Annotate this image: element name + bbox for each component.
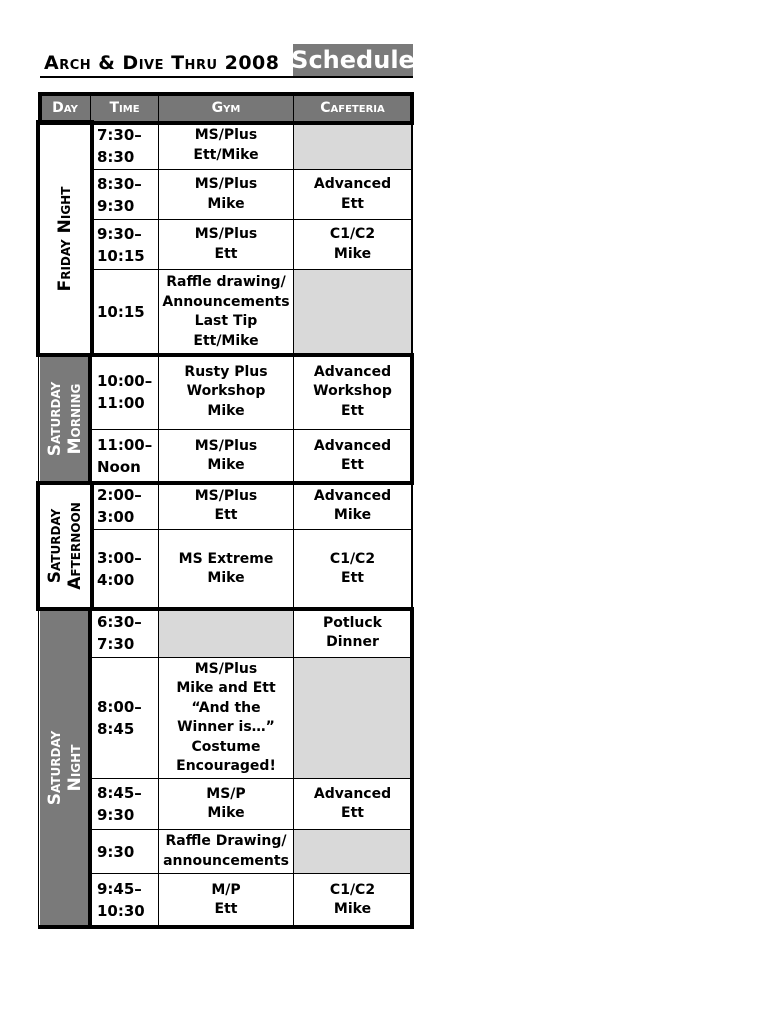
- row-3-cafeteria: C1/C2 Mike: [293, 220, 411, 270]
- header-gym: Gym: [158, 95, 293, 122]
- row-12-gym: Raffle Drawing/ announcements: [158, 830, 293, 874]
- day-cell-saturday-afternoon: [40, 483, 90, 609]
- row-10-gym: MS/Plus Mike and Ett “And the Winner is…” Costume Encouraged!: [158, 658, 293, 779]
- row-3-gym: MS/Plus Ett: [158, 220, 293, 270]
- table-right-border: [411, 122, 413, 928]
- header-day: Day: [40, 95, 90, 122]
- table-bottom-border: [38, 925, 414, 929]
- header-cafeteria: Cafeteria: [293, 95, 411, 122]
- day-label-saturday-night: Saturday Night: [45, 730, 85, 805]
- table-left-border: [38, 122, 39, 928]
- row-11-gym: MS/P Mike: [158, 779, 293, 830]
- row-8-gym: MS Extreme Mike: [158, 530, 293, 609]
- row-5-time: 10:00– 11:00: [90, 355, 158, 430]
- row-10-time: 8:00– 8:45: [90, 658, 158, 779]
- row-2-gym: MS/Plus Mike: [158, 170, 293, 220]
- day-cell-saturday-morning: [40, 355, 90, 483]
- row-3-time: 9:30– 10:15: [90, 220, 158, 270]
- row-13-cafeteria: C1/C2 Mike: [293, 874, 411, 926]
- row-6-gym: MS/Plus Mike: [158, 430, 293, 483]
- row-12-cafeteria: [293, 830, 411, 874]
- row-1-time: 7:30– 8:30: [90, 122, 158, 170]
- row-1-cafeteria: [293, 122, 411, 170]
- row-5-cafeteria: Advanced Workshop Ett: [293, 355, 411, 430]
- row-4-time: 10:15: [90, 270, 158, 355]
- row-8-time: 3:00– 4:00: [90, 530, 158, 609]
- row-1-gym: MS/Plus Ett/Mike: [158, 122, 293, 170]
- day-label-saturday-afternoon: Saturday Afternoon: [45, 502, 85, 590]
- row-13-time: 9:45– 10:30: [90, 874, 158, 926]
- row-7-time: 2:00– 3:00: [90, 483, 158, 530]
- day-label-friday-night: Friday Night: [55, 186, 75, 291]
- row-11-cafeteria: Advanced Ett: [293, 779, 411, 830]
- row-2-cafeteria: Advanced Ett: [293, 170, 411, 220]
- row-13-gym: M/P Ett: [158, 874, 293, 926]
- day-label-saturday-morning: Saturday Morning: [45, 381, 85, 457]
- row-5-gym: Rusty Plus Workshop Mike: [158, 355, 293, 430]
- row-6-cafeteria: Advanced Ett: [293, 430, 411, 483]
- row-12-time: 9:30: [90, 830, 158, 874]
- row-8-cafeteria: C1/C2 Ett: [293, 530, 411, 609]
- row-10-cafeteria: [293, 658, 411, 779]
- header-time: Time: [90, 95, 158, 122]
- row-7-gym: MS/Plus Ett: [158, 483, 293, 530]
- row-2-time: 8:30– 9:30: [90, 170, 158, 220]
- row-6-time: 11:00– Noon: [90, 430, 158, 483]
- row-9-gym: [158, 609, 293, 658]
- day-cell-friday-night: [40, 122, 90, 355]
- schedule-badge: Schedule: [291, 46, 415, 74]
- row-4-gym: Raffle drawing/ Announcements Last Tip Ett/Mike: [158, 270, 293, 355]
- row-9-cafeteria: Potluck Dinner: [293, 609, 411, 658]
- title-underline: [40, 76, 413, 78]
- row-11-time: 8:45– 9:30: [90, 779, 158, 830]
- day-cell-saturday-night: [40, 609, 90, 926]
- row-9-time: 6:30– 7:30: [90, 609, 158, 658]
- row-7-cafeteria: Advanced Mike: [293, 483, 411, 530]
- page-title: Arch & Dive Thru 2008: [44, 52, 280, 74]
- row-4-cafeteria: [293, 270, 411, 355]
